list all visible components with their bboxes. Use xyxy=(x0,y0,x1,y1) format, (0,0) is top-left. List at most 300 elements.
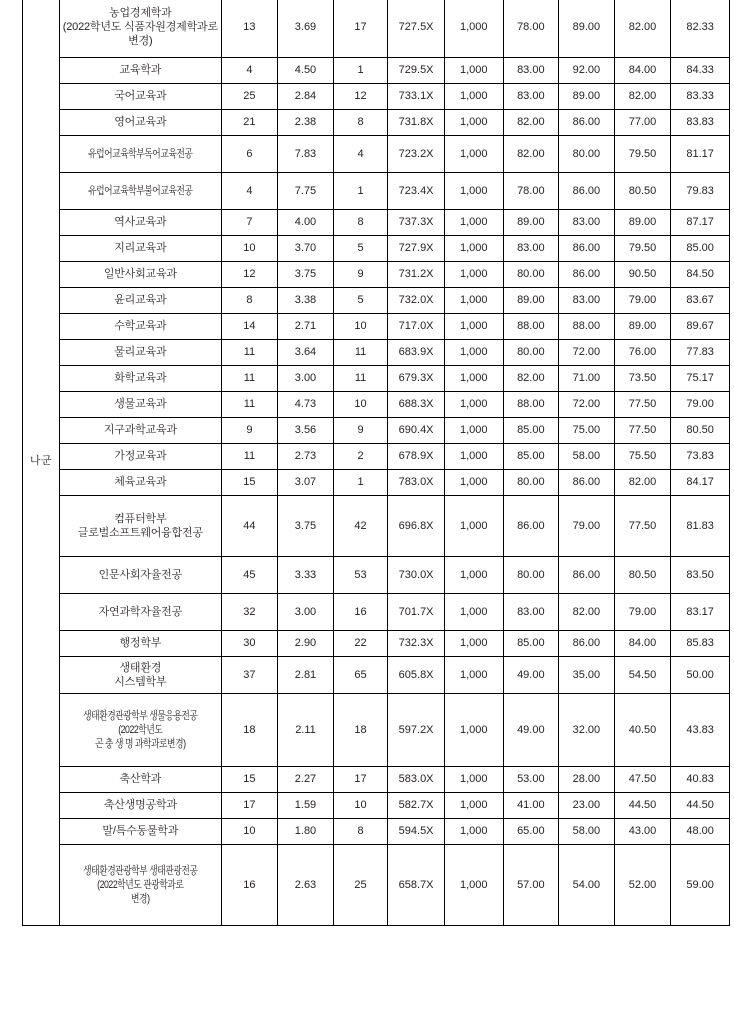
subject3-score-cell: 77.50 xyxy=(614,418,671,444)
recruit-count-cell: 15 xyxy=(221,470,278,496)
subject2-score-cell: 86.00 xyxy=(559,236,615,262)
subject2-score-cell: 86.00 xyxy=(559,262,615,288)
table-row xyxy=(23,470,730,496)
subject3-score-cell: 79.00 xyxy=(614,288,671,314)
department-name-line: 축산학과 xyxy=(119,773,162,786)
subject3-score-cell: 44.50 xyxy=(614,793,671,819)
subject1-score-cell: 85.00 xyxy=(503,631,559,657)
competition-ratio-cell: 3.64 xyxy=(278,340,334,366)
subject3-score-cell: 80.50 xyxy=(614,173,671,210)
table-row xyxy=(23,84,730,110)
department-name-line: 축산생명공학과 xyxy=(103,799,177,812)
subject3-score-cell: 43.00 xyxy=(614,819,671,845)
converted-score-cell: 731.2X xyxy=(388,262,445,288)
department-name-line: (2022학년도 xyxy=(118,723,163,736)
additional-admit-cell: 11 xyxy=(333,340,388,366)
subject1-score-cell: 88.00 xyxy=(503,392,559,418)
converted-score-cell: 583.0X xyxy=(388,767,445,793)
converted-score-cell: 729.5X xyxy=(388,58,445,84)
department-name-line: 유럽어교육학부불어교육전공 xyxy=(88,184,193,197)
table-row xyxy=(23,173,730,210)
average-score-cell: 83.17 xyxy=(671,594,730,631)
subject1-score-cell: 80.00 xyxy=(503,340,559,366)
max-score-cell: 1,000 xyxy=(444,210,503,236)
table-body xyxy=(23,0,730,926)
converted-score-cell: 658.7X xyxy=(388,845,445,926)
max-score-cell: 1,000 xyxy=(444,767,503,793)
converted-score-cell: 730.0X xyxy=(388,557,445,594)
converted-score-cell: 683.9X xyxy=(388,340,445,366)
department-name-cell xyxy=(60,694,222,767)
converted-score-cell: 731.8X xyxy=(388,110,445,136)
department-name-cell xyxy=(60,657,222,694)
department-name-line: 국어교육과 xyxy=(114,90,167,103)
max-score-cell: 1,000 xyxy=(444,470,503,496)
department-name-cell xyxy=(60,845,222,926)
average-score-cell: 44.50 xyxy=(671,793,730,819)
average-score-cell: 84.33 xyxy=(671,58,730,84)
subject1-score-cell: 41.00 xyxy=(503,793,559,819)
recruit-count-cell: 17 xyxy=(221,793,278,819)
subject1-score-cell: 85.00 xyxy=(503,418,559,444)
subject1-score-cell: 57.00 xyxy=(503,845,559,926)
subject2-score-cell: 89.00 xyxy=(559,0,615,58)
recruit-count-cell: 4 xyxy=(221,173,278,210)
subject3-score-cell: 52.00 xyxy=(614,845,671,926)
additional-admit-cell: 53 xyxy=(333,557,388,594)
subject3-score-cell: 82.00 xyxy=(614,0,671,58)
subject3-score-cell: 90.50 xyxy=(614,262,671,288)
max-score-cell: 1,000 xyxy=(444,366,503,392)
max-score-cell: 1,000 xyxy=(444,418,503,444)
converted-score-cell: 717.0X xyxy=(388,314,445,340)
department-name-line: 생물교육과 xyxy=(114,398,167,411)
additional-admit-cell: 11 xyxy=(333,366,388,392)
subject3-score-cell: 79.00 xyxy=(614,594,671,631)
subject3-score-cell: 77.00 xyxy=(614,110,671,136)
competition-ratio-cell: 3.00 xyxy=(278,366,334,392)
subject1-score-cell: 78.00 xyxy=(503,0,559,58)
subject3-score-cell: 80.50 xyxy=(614,557,671,594)
department-name-line: 교육학과 xyxy=(119,64,162,77)
department-name-cell xyxy=(60,366,222,392)
additional-admit-cell: 17 xyxy=(333,767,388,793)
department-name-cell xyxy=(60,84,222,110)
average-score-cell: 75.17 xyxy=(671,366,730,392)
additional-admit-cell: 8 xyxy=(333,819,388,845)
converted-score-cell: 727.9X xyxy=(388,236,445,262)
department-name-line: 말/특수동물학과 xyxy=(102,825,179,838)
recruit-count-cell: 18 xyxy=(221,694,278,767)
department-name-line: 시스템학부 xyxy=(114,676,167,688)
additional-admit-cell: 65 xyxy=(333,657,388,694)
average-score-cell: 79.00 xyxy=(671,392,730,418)
recruit-count-cell: 11 xyxy=(221,340,278,366)
subject2-score-cell: 23.00 xyxy=(559,793,615,819)
department-name-cell xyxy=(60,767,222,793)
max-score-cell: 1,000 xyxy=(444,392,503,418)
competition-ratio-cell: 2.11 xyxy=(278,694,334,767)
recruit-count-cell: 9 xyxy=(221,418,278,444)
department-name-cell xyxy=(60,470,222,496)
competition-ratio-cell: 1.59 xyxy=(278,793,334,819)
table-row xyxy=(23,236,730,262)
additional-admit-cell: 22 xyxy=(333,631,388,657)
table-row xyxy=(23,694,730,767)
department-name-cell xyxy=(60,793,222,819)
subject3-score-cell: 79.50 xyxy=(614,136,671,173)
subject3-score-cell: 40.50 xyxy=(614,694,671,767)
recruit-count-cell: 45 xyxy=(221,557,278,594)
subject2-score-cell: 71.00 xyxy=(559,366,615,392)
competition-ratio-cell: 3.69 xyxy=(278,0,334,58)
max-score-cell: 1,000 xyxy=(444,694,503,767)
table-row xyxy=(23,58,730,84)
max-score-cell: 1,000 xyxy=(444,288,503,314)
converted-score-cell: 783.0X xyxy=(388,470,445,496)
department-name-cell xyxy=(60,314,222,340)
average-score-cell: 81.83 xyxy=(671,496,730,557)
department-name-line: 일반사회교육과 xyxy=(103,268,177,281)
max-score-cell: 1,000 xyxy=(444,314,503,340)
max-score-cell: 1,000 xyxy=(444,793,503,819)
table-row xyxy=(23,418,730,444)
additional-admit-cell: 18 xyxy=(333,694,388,767)
department-name-cell xyxy=(60,340,222,366)
average-score-cell: 73.83 xyxy=(671,444,730,470)
department-name-line: 변경) xyxy=(128,35,153,48)
subject2-score-cell: 86.00 xyxy=(559,470,615,496)
department-name-cell xyxy=(60,262,222,288)
additional-admit-cell: 8 xyxy=(333,110,388,136)
subject1-score-cell: 49.00 xyxy=(503,657,559,694)
department-name-cell xyxy=(60,136,222,173)
department-name-cell xyxy=(60,392,222,418)
department-name-line: 인문사회자율전공 xyxy=(98,568,183,581)
department-name-cell xyxy=(60,58,222,84)
subject3-score-cell: 54.50 xyxy=(614,657,671,694)
table-row xyxy=(23,845,730,926)
max-score-cell: 1,000 xyxy=(444,819,503,845)
subject2-score-cell: 89.00 xyxy=(559,84,615,110)
additional-admit-cell: 1 xyxy=(333,58,388,84)
subject1-score-cell: 80.00 xyxy=(503,262,559,288)
recruit-count-cell: 15 xyxy=(221,767,278,793)
additional-admit-cell: 8 xyxy=(333,210,388,236)
subject1-score-cell: 83.00 xyxy=(503,84,559,110)
average-score-cell: 43.83 xyxy=(671,694,730,767)
converted-score-cell: 605.8X xyxy=(388,657,445,694)
converted-score-cell: 690.4X xyxy=(388,418,445,444)
recruit-count-cell: 7 xyxy=(221,210,278,236)
subject1-score-cell: 80.00 xyxy=(503,470,559,496)
recruit-count-cell: 13 xyxy=(221,0,278,58)
table-row xyxy=(23,262,730,288)
subject1-score-cell: 80.00 xyxy=(503,557,559,594)
converted-score-cell: 678.9X xyxy=(388,444,445,470)
recruit-count-cell: 4 xyxy=(221,58,278,84)
table-row xyxy=(23,496,730,557)
max-score-cell: 1,000 xyxy=(444,236,503,262)
subject2-score-cell: 86.00 xyxy=(559,557,615,594)
subject2-score-cell: 83.00 xyxy=(559,210,615,236)
department-name-cell xyxy=(60,444,222,470)
subject2-score-cell: 82.00 xyxy=(559,594,615,631)
max-score-cell: 1,000 xyxy=(444,136,503,173)
subject3-score-cell: 82.00 xyxy=(614,470,671,496)
subject3-score-cell: 84.00 xyxy=(614,631,671,657)
max-score-cell: 1,000 xyxy=(444,594,503,631)
max-score-cell: 1,000 xyxy=(444,657,503,694)
recruit-count-cell: 10 xyxy=(221,819,278,845)
subject1-score-cell: 82.00 xyxy=(503,110,559,136)
subject3-score-cell: 73.50 xyxy=(614,366,671,392)
converted-score-cell: 723.4X xyxy=(388,173,445,210)
competition-ratio-cell: 7.75 xyxy=(278,173,334,210)
group-label-cell: 나군 xyxy=(23,0,60,926)
max-score-cell: 1,000 xyxy=(444,557,503,594)
average-score-cell: 83.83 xyxy=(671,110,730,136)
department-name-line: 곤 충 생 명 과학과로변경) xyxy=(95,738,186,751)
department-name-cell xyxy=(60,173,222,210)
average-score-cell: 83.50 xyxy=(671,557,730,594)
department-name-cell xyxy=(60,631,222,657)
recruit-count-cell: 8 xyxy=(221,288,278,314)
additional-admit-cell: 16 xyxy=(333,594,388,631)
department-name-cell xyxy=(60,496,222,557)
additional-admit-cell: 1 xyxy=(333,470,388,496)
max-score-cell: 1,000 xyxy=(444,262,503,288)
max-score-cell: 1,000 xyxy=(444,631,503,657)
department-name-cell xyxy=(60,0,222,58)
competition-ratio-cell: 1.80 xyxy=(278,819,334,845)
subject1-score-cell: 53.00 xyxy=(503,767,559,793)
average-score-cell: 79.83 xyxy=(671,173,730,210)
department-name-line: 생태환경관광학부 생물응용전공 xyxy=(83,709,198,722)
subject1-score-cell: 82.00 xyxy=(503,366,559,392)
subject1-score-cell: 89.00 xyxy=(503,288,559,314)
department-name-line: 행정학부 xyxy=(119,637,162,650)
subject3-score-cell: 47.50 xyxy=(614,767,671,793)
department-name-cell xyxy=(60,418,222,444)
department-name-line: (2022학년도 식품자원경제학과로 xyxy=(62,20,218,33)
department-name-line: 생태환경관광학부 생태관광전공 xyxy=(83,864,198,877)
table-row xyxy=(23,136,730,173)
recruit-count-cell: 11 xyxy=(221,392,278,418)
department-name-cell xyxy=(60,557,222,594)
table-row xyxy=(23,0,730,58)
subject2-score-cell: 86.00 xyxy=(559,173,615,210)
converted-score-cell: 701.7X xyxy=(388,594,445,631)
subject2-score-cell: 54.00 xyxy=(559,845,615,926)
average-score-cell: 81.17 xyxy=(671,136,730,173)
table-row xyxy=(23,594,730,631)
subject2-score-cell: 75.00 xyxy=(559,418,615,444)
table-row xyxy=(23,819,730,845)
table-row xyxy=(23,210,730,236)
competition-ratio-cell: 3.56 xyxy=(278,418,334,444)
recruit-count-cell: 44 xyxy=(221,496,278,557)
additional-admit-cell: 17 xyxy=(333,0,388,58)
recruit-count-cell: 6 xyxy=(221,136,278,173)
table-row xyxy=(23,340,730,366)
converted-score-cell: 733.1X xyxy=(388,84,445,110)
additional-admit-cell: 10 xyxy=(333,314,388,340)
competition-ratio-cell: 7.83 xyxy=(278,136,334,173)
department-name-line: 윤리교육과 xyxy=(114,294,167,307)
subject2-score-cell: 86.00 xyxy=(559,631,615,657)
additional-admit-cell: 9 xyxy=(333,418,388,444)
average-score-cell: 87.17 xyxy=(671,210,730,236)
table-row xyxy=(23,366,730,392)
average-score-cell: 85.83 xyxy=(671,631,730,657)
additional-admit-cell: 1 xyxy=(333,173,388,210)
additional-admit-cell: 12 xyxy=(333,84,388,110)
recruit-count-cell: 32 xyxy=(221,594,278,631)
recruit-count-cell: 16 xyxy=(221,845,278,926)
department-name-line: 수학교육과 xyxy=(114,320,167,333)
additional-admit-cell: 9 xyxy=(333,262,388,288)
subject3-score-cell: 79.50 xyxy=(614,236,671,262)
max-score-cell: 1,000 xyxy=(444,845,503,926)
subject1-score-cell: 86.00 xyxy=(503,496,559,557)
average-score-cell: 59.00 xyxy=(671,845,730,926)
competition-ratio-cell: 3.07 xyxy=(278,470,334,496)
subject1-score-cell: 89.00 xyxy=(503,210,559,236)
competition-ratio-cell: 3.33 xyxy=(278,557,334,594)
department-name-cell xyxy=(60,288,222,314)
subject2-score-cell: 83.00 xyxy=(559,288,615,314)
converted-score-cell: 737.3X xyxy=(388,210,445,236)
converted-score-cell: 723.2X xyxy=(388,136,445,173)
converted-score-cell: 582.7X xyxy=(388,793,445,819)
subject1-score-cell: 85.00 xyxy=(503,444,559,470)
department-name-cell xyxy=(60,236,222,262)
subject2-score-cell: 35.00 xyxy=(559,657,615,694)
department-name-line: 생태환경 xyxy=(119,661,162,674)
subject2-score-cell: 79.00 xyxy=(559,496,615,557)
max-score-cell: 1,000 xyxy=(444,173,503,210)
recruit-count-cell: 10 xyxy=(221,236,278,262)
subject3-score-cell: 82.00 xyxy=(614,84,671,110)
table-row xyxy=(23,288,730,314)
converted-score-cell: 732.3X xyxy=(388,631,445,657)
department-name-line: 글로벌소프트웨어융합전공 xyxy=(77,527,203,539)
competition-ratio-cell: 3.38 xyxy=(278,288,334,314)
recruit-count-cell: 25 xyxy=(221,84,278,110)
max-score-cell: 1,000 xyxy=(444,340,503,366)
competition-ratio-cell: 2.73 xyxy=(278,444,334,470)
additional-admit-cell: 10 xyxy=(333,392,388,418)
additional-admit-cell: 42 xyxy=(333,496,388,557)
additional-admit-cell: 5 xyxy=(333,288,388,314)
converted-score-cell: 696.8X xyxy=(388,496,445,557)
department-name-line: 영어교육과 xyxy=(114,116,167,129)
max-score-cell: 1,000 xyxy=(444,58,503,84)
average-score-cell: 48.00 xyxy=(671,819,730,845)
recruit-count-cell: 12 xyxy=(221,262,278,288)
competition-ratio-cell: 2.81 xyxy=(278,657,334,694)
competition-ratio-cell: 4.50 xyxy=(278,58,334,84)
admissions-results-table xyxy=(22,0,730,926)
subject2-score-cell: 58.00 xyxy=(559,819,615,845)
recruit-count-cell: 14 xyxy=(221,314,278,340)
department-name-cell xyxy=(60,210,222,236)
additional-admit-cell: 2 xyxy=(333,444,388,470)
subject2-score-cell: 32.00 xyxy=(559,694,615,767)
department-name-line: 물리교육과 xyxy=(114,346,167,359)
max-score-cell: 1,000 xyxy=(444,0,503,58)
department-name-line: 농업경제학과 xyxy=(109,6,172,19)
department-name-line: 지리교육과 xyxy=(114,242,167,255)
subject3-score-cell: 77.50 xyxy=(614,392,671,418)
table-row xyxy=(23,767,730,793)
department-name-cell xyxy=(60,594,222,631)
department-name-line: 지구과학교육과 xyxy=(103,424,177,437)
recruit-count-cell: 21 xyxy=(221,110,278,136)
converted-score-cell: 597.2X xyxy=(388,694,445,767)
table-row xyxy=(23,793,730,819)
table-row xyxy=(23,110,730,136)
competition-ratio-cell: 3.00 xyxy=(278,594,334,631)
additional-admit-cell: 10 xyxy=(333,793,388,819)
converted-score-cell: 688.3X xyxy=(388,392,445,418)
competition-ratio-cell: 2.27 xyxy=(278,767,334,793)
competition-ratio-cell: 3.75 xyxy=(278,262,334,288)
department-name-line: (2022학년도 관광학과로 xyxy=(97,878,184,891)
average-score-cell: 89.67 xyxy=(671,314,730,340)
max-score-cell: 1,000 xyxy=(444,84,503,110)
subject2-score-cell: 92.00 xyxy=(559,58,615,84)
average-score-cell: 82.33 xyxy=(671,0,730,58)
subject3-score-cell: 89.00 xyxy=(614,314,671,340)
average-score-cell: 85.00 xyxy=(671,236,730,262)
department-name-line: 자연과학자율전공 xyxy=(98,605,183,618)
department-name-line: 변경) xyxy=(131,893,150,906)
table-row xyxy=(23,314,730,340)
subject3-score-cell: 84.00 xyxy=(614,58,671,84)
converted-score-cell: 732.0X xyxy=(388,288,445,314)
subject3-score-cell: 77.50 xyxy=(614,496,671,557)
subject2-score-cell: 28.00 xyxy=(559,767,615,793)
subject1-score-cell: 83.00 xyxy=(503,236,559,262)
competition-ratio-cell: 3.75 xyxy=(278,496,334,557)
subject1-score-cell: 78.00 xyxy=(503,173,559,210)
average-score-cell: 77.83 xyxy=(671,340,730,366)
subject2-score-cell: 58.00 xyxy=(559,444,615,470)
subject1-score-cell: 65.00 xyxy=(503,819,559,845)
recruit-count-cell: 30 xyxy=(221,631,278,657)
department-name-line: 컴퓨터학부 xyxy=(114,512,167,525)
average-score-cell: 80.50 xyxy=(671,418,730,444)
department-name-cell xyxy=(60,110,222,136)
converted-score-cell: 727.5X xyxy=(388,0,445,58)
converted-score-cell: 679.3X xyxy=(388,366,445,392)
department-name-line: 체육교육과 xyxy=(114,476,167,489)
table-row xyxy=(23,392,730,418)
competition-ratio-cell: 2.84 xyxy=(278,84,334,110)
subject2-score-cell: 80.00 xyxy=(559,136,615,173)
table-row xyxy=(23,657,730,694)
subject1-score-cell: 49.00 xyxy=(503,694,559,767)
competition-ratio-cell: 2.71 xyxy=(278,314,334,340)
department-name-cell xyxy=(60,819,222,845)
average-score-cell: 50.00 xyxy=(671,657,730,694)
subject1-score-cell: 88.00 xyxy=(503,314,559,340)
competition-ratio-cell: 3.70 xyxy=(278,236,334,262)
subject3-score-cell: 89.00 xyxy=(614,210,671,236)
subject1-score-cell: 82.00 xyxy=(503,136,559,173)
